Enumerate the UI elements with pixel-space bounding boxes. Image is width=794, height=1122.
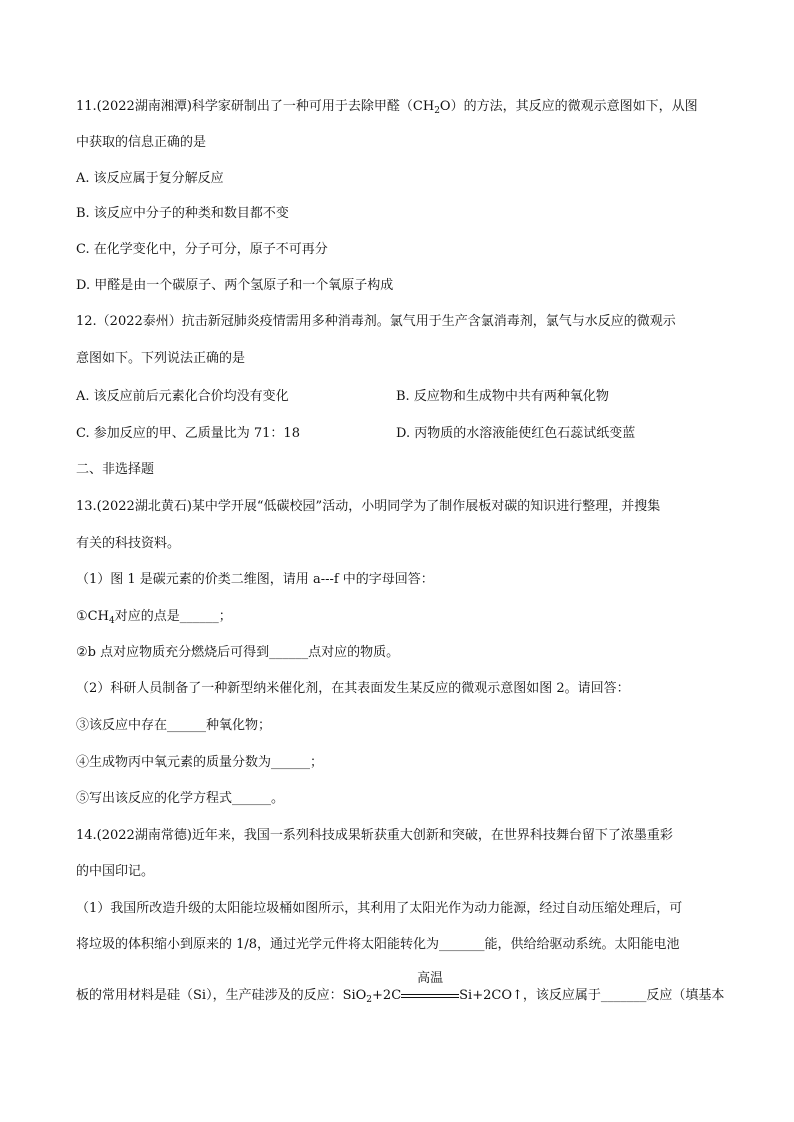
q14-stem-line1: 14.(2022湖南常德)近年来，我国一系列科技成果斩获重大创新和突破，在世界科技舞台留下了浓墨重彩 xyxy=(76,828,673,843)
q11-option-d: D. 甲醛是由一个碳原子、两个氢原子和一个氧原子构成 xyxy=(76,278,394,293)
q14-part1-line3: 板的常用材料是硅（Si），生产硅涉及的反应：SiO$_2$+2C 高温 Si+2CO↑，该反应属于_______反应（填基本 xyxy=(76,971,725,1005)
q13-item2: ②b 点对应物质充分燃烧后可得到______点对应的物质。 xyxy=(76,645,400,660)
q12-option-d: D. 丙物质的水溶液能使红色石蕊试纸变蓝 xyxy=(396,426,636,441)
q13-item4: ④生成物丙中氧元素的质量分数为______； xyxy=(76,755,324,770)
q12-option-b: B. 反应物和生成物中共有两种氧化物 xyxy=(396,389,609,404)
q13-stem-line1: 13.(2022湖北黄石)某中学开展“低碳校园”活动，小明同学为了制作展板对碳的知识进行整理，并搜集 xyxy=(76,499,661,514)
q14-stem-line2: 的中国印记。 xyxy=(76,864,155,879)
q13-stem-line2: 有关的科技资料。 xyxy=(76,536,181,551)
q13-item1: $①CH_4$对应的点是______； xyxy=(76,609,232,626)
q11-stem-line1: 11.(2022湖南湘潭)科学家研制出了一种可用于去除甲醛$(CH_2O)$的方法，其反应的微观示意图如下，从图 xyxy=(76,99,698,116)
q12-stem-line2: 意图如下。下列说法正确的是 xyxy=(76,351,246,366)
q11-stem-line2: 中获取的信息正确的是 xyxy=(76,135,207,150)
q13-part2: （2）科研人员制备了一种新型纳米催化剂，在其表面发生某反应的微观示意图如图 2。请回答： xyxy=(76,681,630,696)
q14-part1-line2: 将垃圾的体积缩小到原来的 1/8，通过光学元件将太阳能转化为_______能，供给给驱动系统。太阳能电池 xyxy=(76,937,680,952)
q12-stem-line1: 12.（2022泰州）抗击新冠肺炎疫情需用多种消毒剂。氯气用于生产含氯消毒剂，氯气与水反应的微观示 xyxy=(76,314,676,329)
q13-item5: ⑤写出该反应的化学方程式______。 xyxy=(76,791,285,806)
q13-item3: ③该反应中存在______种氧化物； xyxy=(76,718,272,733)
reaction-condition: 高温 xyxy=(401,987,459,1005)
q12-option-a: A. 该反应前后元素化合价均没有变化 xyxy=(76,389,289,404)
section-heading: 二、非选择题 xyxy=(76,462,155,477)
q11-option-b: B. 该反应中分子的种类和数目都不变 xyxy=(76,206,289,221)
q12-option-c: C. 参加反应的甲、乙质量比为 71：18 xyxy=(76,426,300,441)
q11-option-a: A. 该反应属于复分解反应 xyxy=(76,171,224,186)
q13-part1: （1）图 1 是碳元素的价类二维图，请用 a---f 中的字母回答： xyxy=(76,572,434,587)
q14-part1-line1: （1）我国所改造升级的太阳能垃圾桶如图所示，其利用了太阳光作为动力能源，经过自动压缩处理后，可 xyxy=(76,901,683,916)
q11-option-c: C. 在化学变化中，分子可分，原子不可再分 xyxy=(76,242,328,257)
